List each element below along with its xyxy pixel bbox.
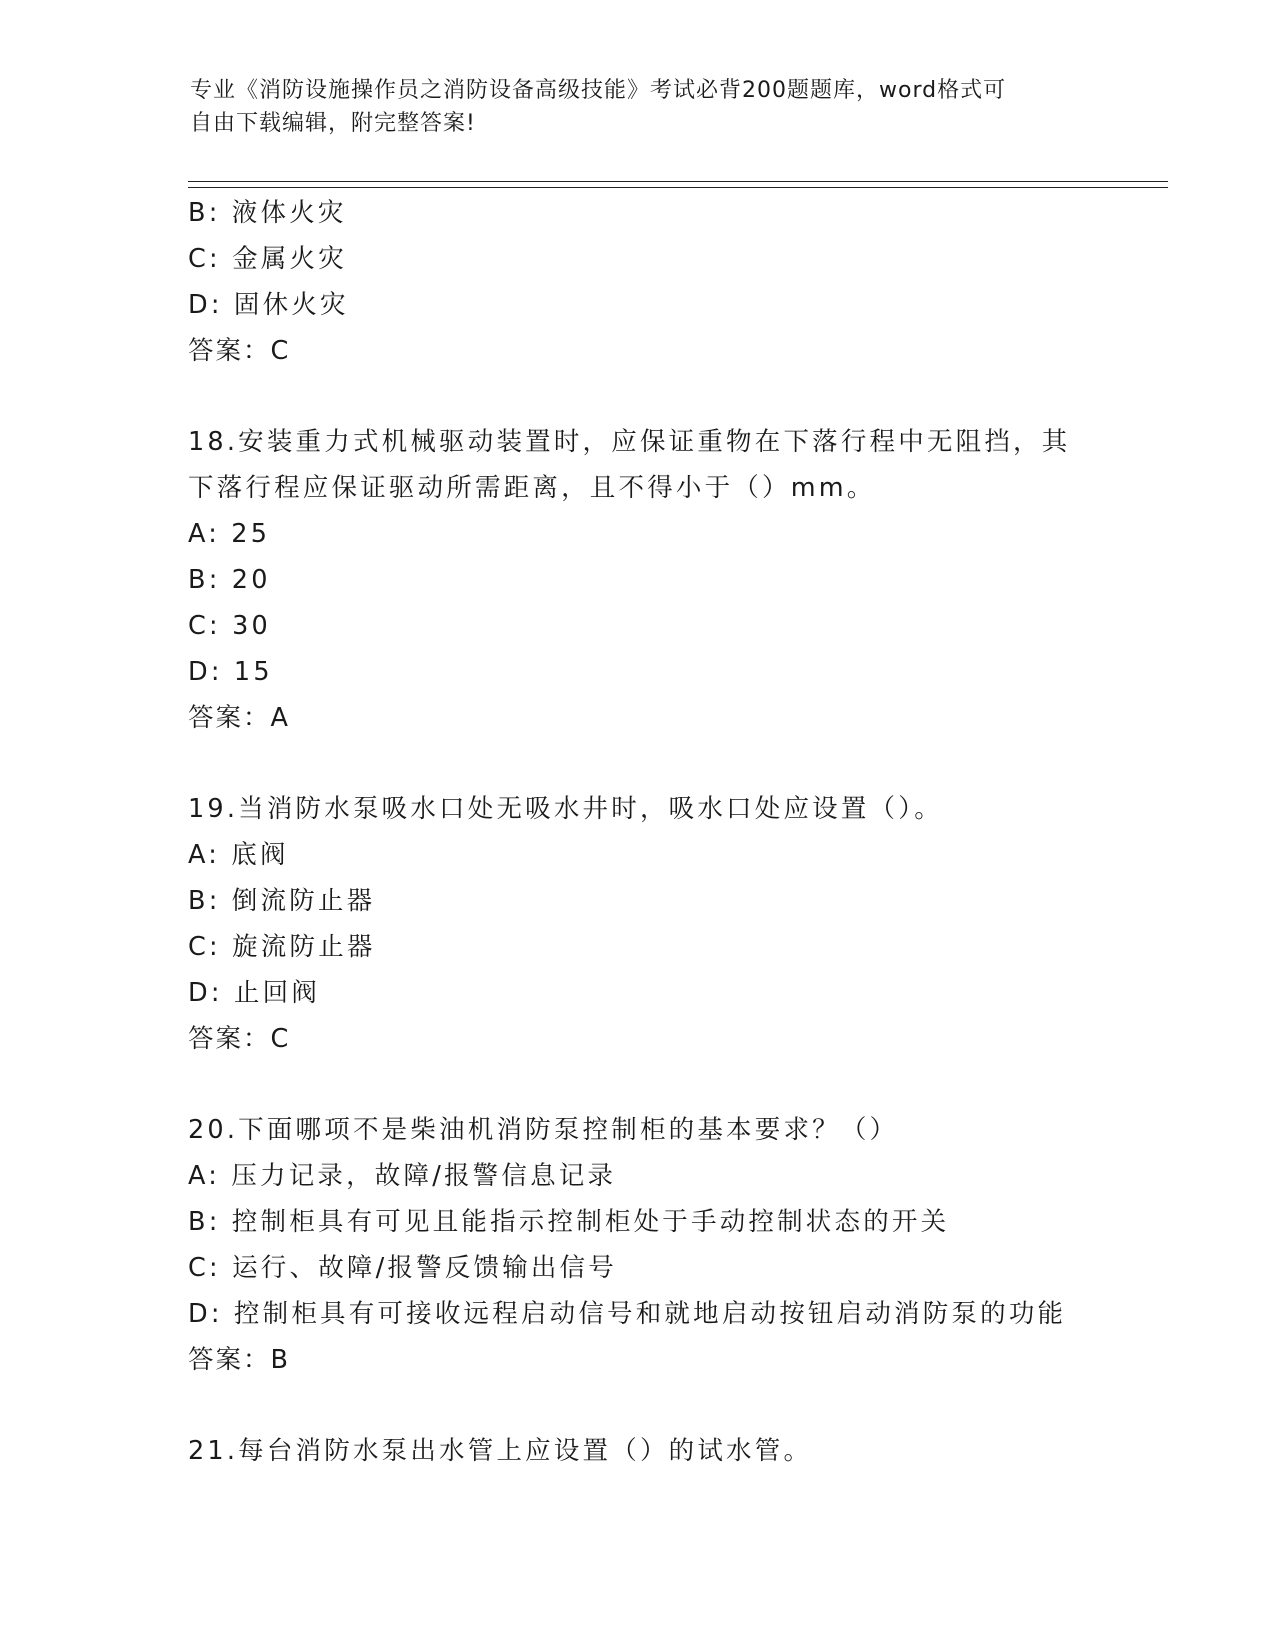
option-b: B: 20 (188, 565, 271, 595)
option-a: A: 底阀 (188, 840, 289, 870)
question-text: 20.下面哪项不是柴油机消防泵控制柜的基本要求？（） (188, 1115, 899, 1145)
option-d: D: 15 (188, 657, 273, 687)
question-18 (188, 419, 1148, 741)
option-c: C: 运行、故障/报警反馈输出信号 (188, 1253, 617, 1283)
question-20 (188, 1107, 1148, 1383)
option-a: A: 25 (188, 519, 271, 549)
option-b: B: 液体火灾 (188, 198, 347, 228)
header-line-1: 专业《消防设施操作员之消防设备高级技能》考试必背200题题库，word格式可 (190, 78, 1007, 103)
answer: 答案：C (188, 336, 291, 366)
question-text: 21.每台消防水泵出水管上应设置（）的试水管。 (188, 1436, 813, 1466)
option-a: A: 压力记录，故障/报警信息记录 (188, 1161, 617, 1191)
question-text-line-2: 下落行程应保证驱动所需距离，且不得小于（）mm。 (188, 473, 876, 503)
document-body (188, 190, 1148, 1474)
page-header (190, 74, 1070, 140)
option-c: C: 金属火灾 (188, 244, 347, 274)
answer: 答案：C (188, 1024, 291, 1054)
option-c: C: 旋流防止器 (188, 932, 376, 962)
option-d: D: 控制柜具有可接收远程启动信号和就地启动按钮启动消防泵的功能 (188, 1299, 1067, 1329)
option-b: B: 倒流防止器 (188, 886, 376, 916)
header-divider (188, 181, 1168, 188)
option-d: D: 止回阀 (188, 978, 321, 1008)
header-line-2: 自由下载编辑，附完整答案! (190, 111, 476, 136)
question-21 (188, 1428, 1148, 1474)
question-17 (188, 190, 1148, 374)
question-text-line-1: 18.安装重力式机械驱动装置时，应保证重物在下落行程中无阻挡，其 (188, 427, 1071, 457)
question-19 (188, 786, 1148, 1062)
answer: 答案：A (188, 703, 290, 733)
option-c: C: 30 (188, 611, 271, 641)
question-text: 19.当消防水泵吸水口处无吸水井时，吸水口处应设置（）。 (188, 794, 943, 824)
answer: 答案：B (188, 1345, 290, 1375)
option-b: B: 控制柜具有可见且能指示控制柜处于手动控制状态的开关 (188, 1207, 950, 1237)
option-d: D: 固休火灾 (188, 290, 349, 320)
